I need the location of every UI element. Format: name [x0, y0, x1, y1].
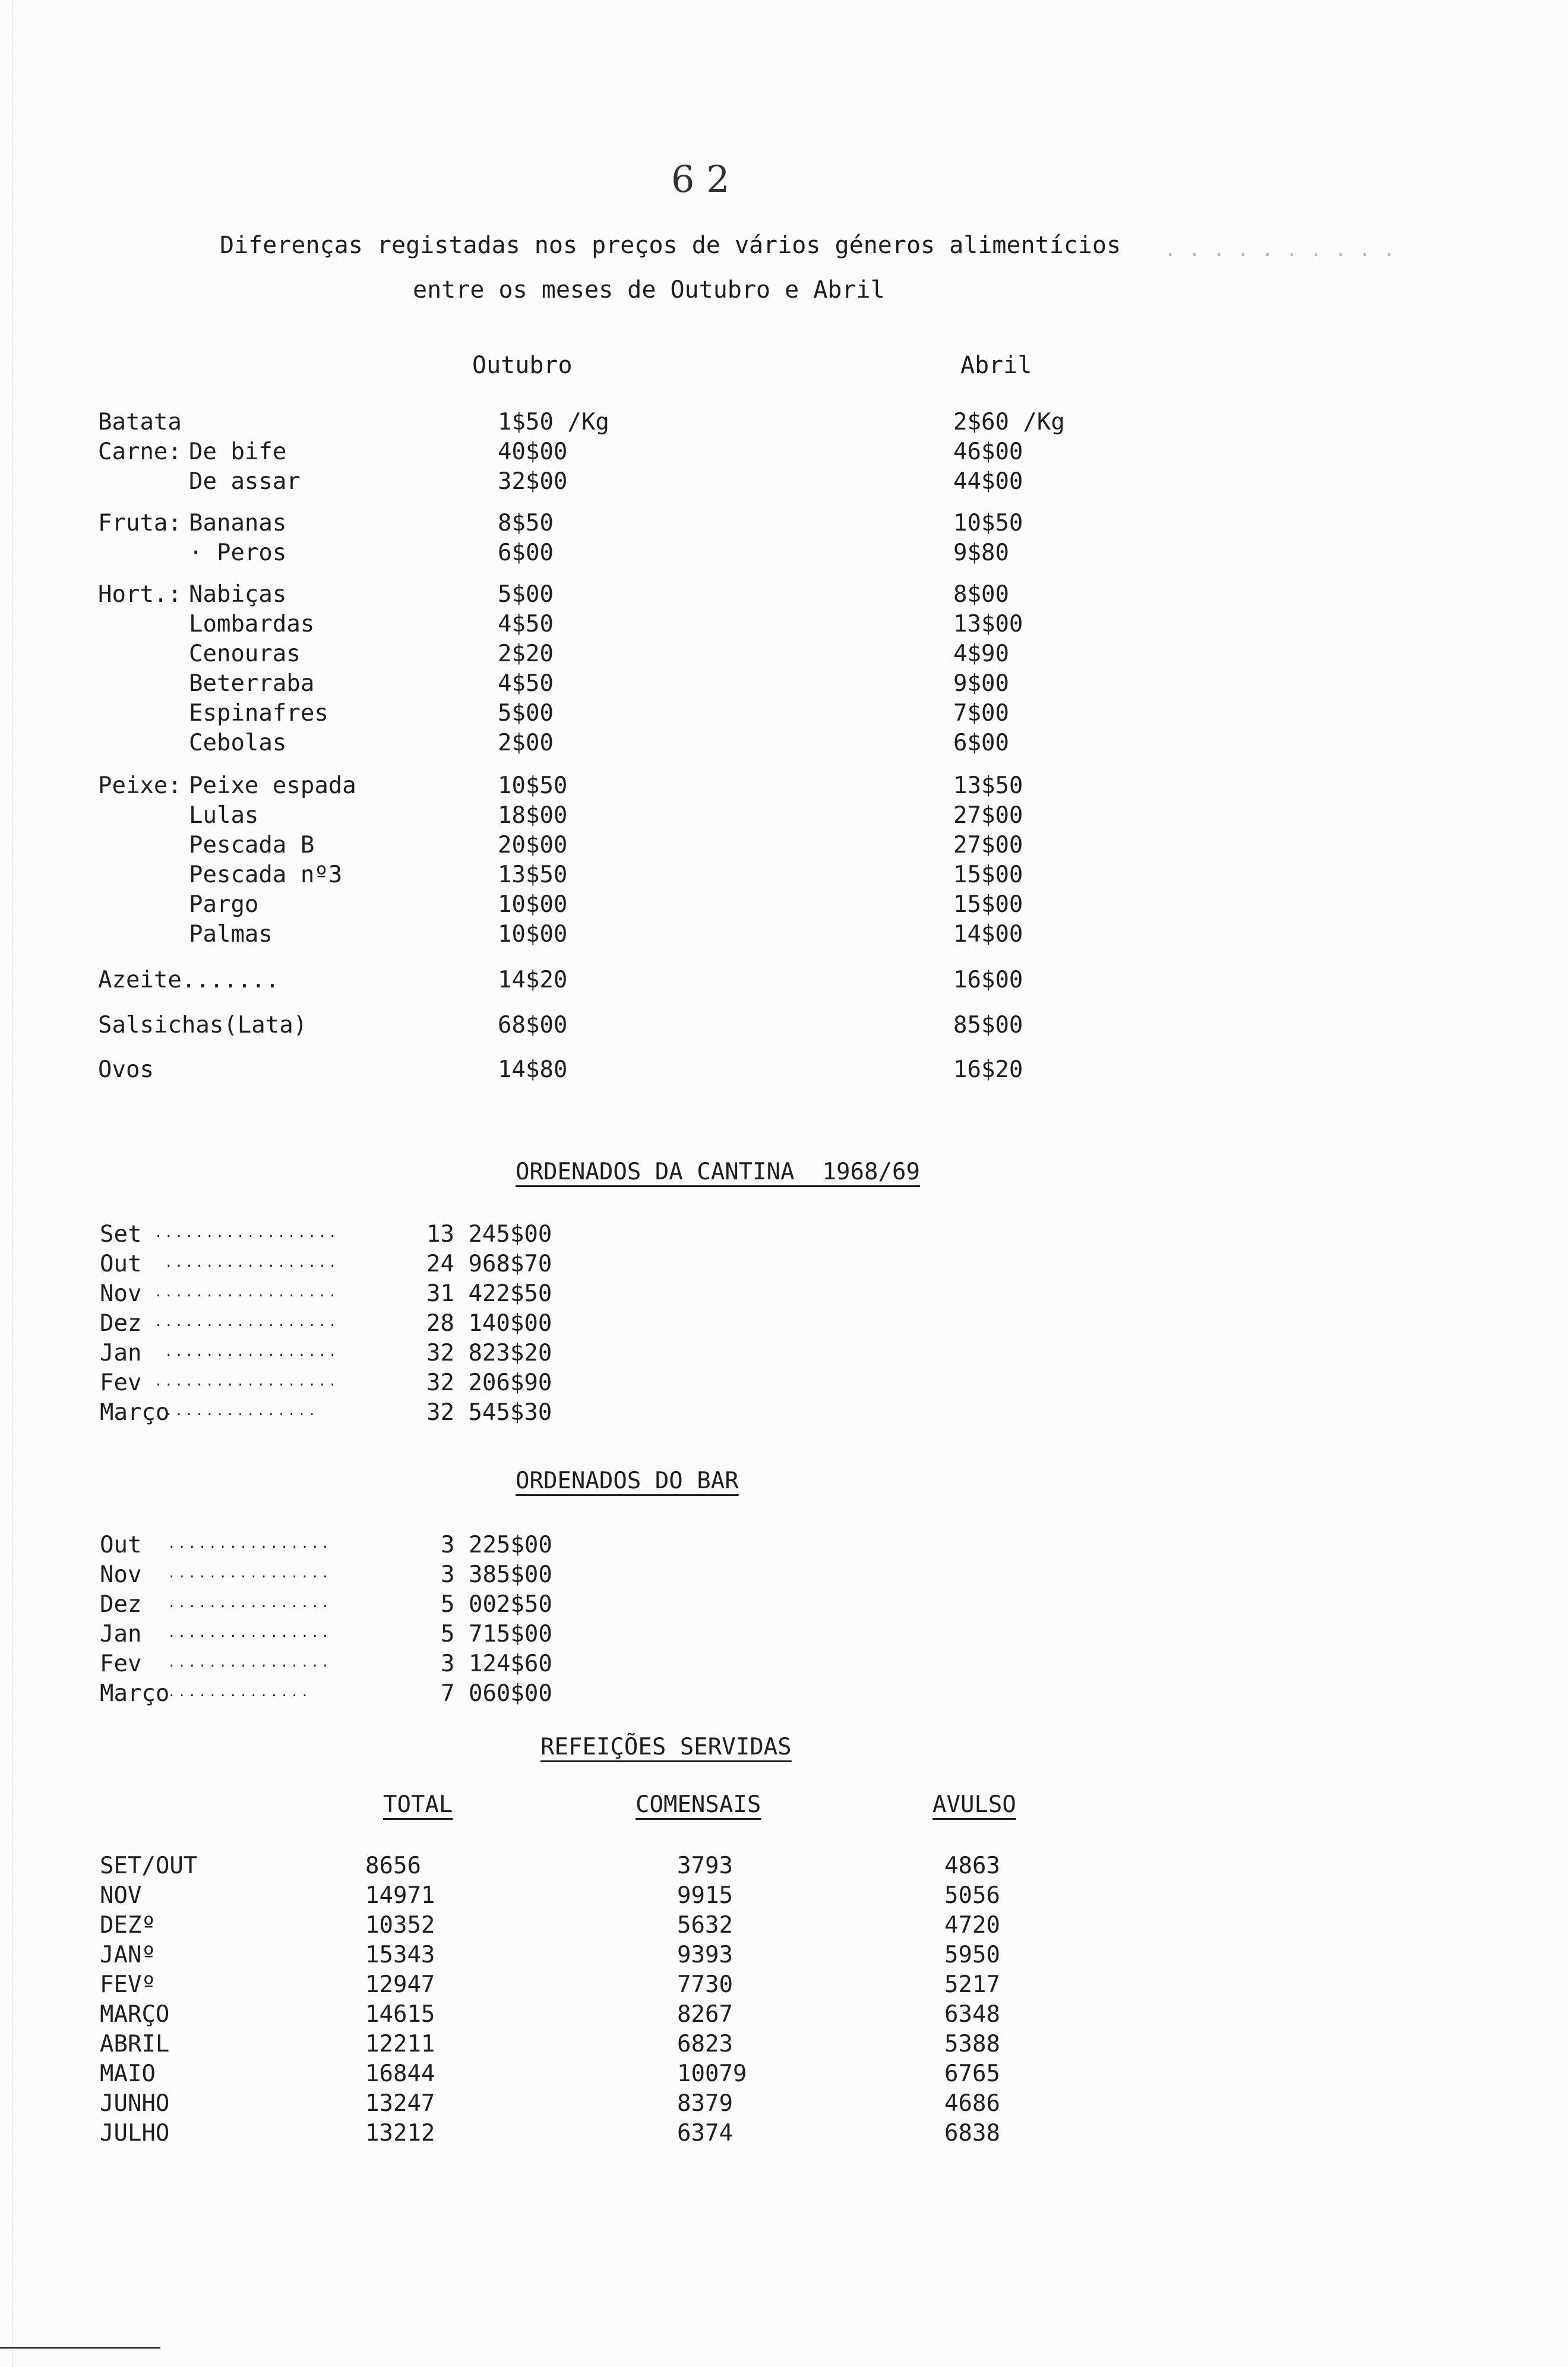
bar-row-leader-dots: ................: [157, 1655, 332, 1670]
cantina-row-leader-dots: .................: [154, 1255, 339, 1270]
cantina-heading: ORDENADOS DA CANTINA 1968/69: [516, 1159, 920, 1185]
bar-heading: ORDENADOS DO BAR: [516, 1467, 739, 1494]
column-header-comensais: COMENSAIS: [636, 1791, 761, 1818]
refeicoes-row-total: 15343: [365, 1942, 435, 1968]
price-row-outubro: 10$00: [498, 921, 568, 948]
refeicoes-row-avulso: 6838: [944, 2120, 1000, 2147]
refeicoes-row-comensais: 6374: [677, 2120, 733, 2147]
refeicoes-row-avulso: 5056: [944, 1882, 1000, 1909]
cantina-row-leader-dots: ..................: [154, 1315, 339, 1330]
price-row-item: Pescada nº3: [189, 861, 343, 888]
price-row-group: Batata: [98, 409, 182, 435]
refeicoes-row-total: 13247: [365, 2090, 435, 2117]
refeicoes-row-month: NOV: [100, 1882, 142, 1909]
refeicoes-row-avulso: 4720: [944, 1912, 1000, 1939]
price-row-abril: 9$80: [953, 539, 1009, 566]
price-row-outubro: 2$20: [498, 640, 554, 667]
price-row-abril: 9$00: [953, 670, 1009, 697]
price-row-outubro: 68$00: [498, 1012, 568, 1039]
refeicoes-row-avulso: 4686: [944, 2090, 1000, 2117]
refeicoes-row-total: 13212: [365, 2120, 435, 2147]
price-row-item: Pescada B: [189, 832, 315, 859]
price-row-abril: 46$00: [953, 438, 1023, 465]
cantina-row-amount: 28 140$00: [426, 1310, 552, 1337]
bar-row-leader-dots: ................: [157, 1626, 332, 1640]
price-row-outubro: 20$00: [498, 832, 568, 859]
cantina-row-amount: 32 545$30: [426, 1399, 552, 1426]
refeicoes-row-total: 14615: [365, 2001, 435, 2028]
price-row-outubro: 6$00: [498, 539, 554, 566]
price-row-item: Beterraba: [189, 670, 315, 697]
bar-row-leader-dots: ................: [157, 1566, 332, 1581]
cantina-row-month: Março: [100, 1399, 170, 1426]
column-header-total: TOTAL: [383, 1791, 453, 1818]
refeicoes-row-month: FEVº: [100, 1971, 156, 1998]
refeicoes-row-comensais: 9393: [677, 1942, 733, 1968]
price-row-outubro: 10$50: [498, 772, 568, 799]
refeicoes-row-comensais: 10079: [677, 2060, 747, 2087]
refeicoes-row-comensais: 8379: [677, 2090, 733, 2117]
price-row-abril: 16$20: [953, 1056, 1023, 1083]
bar-row-month: Nov: [100, 1561, 142, 1588]
cantina-row-month: Fev: [100, 1369, 142, 1396]
price-row-abril: 7$00: [953, 700, 1009, 727]
price-row-group: Carne:: [98, 438, 182, 465]
cantina-row-leader-dots: ..................: [154, 1374, 339, 1389]
price-row-outubro: 2$00: [498, 730, 554, 756]
price-row-abril: 10$50: [953, 510, 1023, 536]
refeicoes-row-month: ABRIL: [100, 2031, 170, 2057]
price-row-abril: 27$00: [953, 832, 1023, 859]
bar-row-amount: 3 385$00: [441, 1561, 552, 1588]
price-row-outubro: 4$50: [498, 611, 554, 637]
price-row-item: Peixe espada: [189, 772, 356, 799]
refeicoes-row-total: 8656: [365, 1852, 421, 1879]
price-row-item: Lulas: [189, 802, 259, 829]
document-title-line-1: Diferenças registadas nos preços de vários géneros alimentícios: [220, 232, 1121, 259]
bar-row-leader-dots: ..............: [157, 1685, 311, 1700]
cantina-row-leader-dots: ..................: [154, 1226, 339, 1241]
refeicoes-row-total: 10352: [365, 1912, 435, 1939]
cantina-row-amount: 31 422$50: [426, 1280, 552, 1307]
bar-row-month: Dez: [100, 1591, 142, 1618]
price-row-abril: 14$00: [953, 921, 1023, 948]
price-row-outubro: 5$00: [498, 700, 554, 727]
refeicoes-row-comensais: 9915: [677, 1882, 733, 1909]
refeicoes-row-total: 12947: [365, 1971, 435, 1998]
price-row-group: Peixe:: [98, 772, 182, 799]
bar-row-month: Março: [100, 1680, 170, 1707]
refeicoes-row-avulso: 4863: [944, 1852, 1000, 1879]
price-row-group: Azeite.......: [98, 967, 280, 993]
refeicoes-row-comensais: 3793: [677, 1852, 733, 1879]
price-row-group: Ovos: [98, 1056, 154, 1083]
price-row-item: Cenouras: [189, 640, 301, 667]
price-row-abril: 2$60 /Kg: [953, 409, 1065, 435]
bar-row-month: Out: [100, 1532, 142, 1558]
price-row-item: Cebolas: [189, 730, 287, 756]
price-row-item: Nabiças: [189, 581, 287, 608]
refeicoes-row-comensais: 7730: [677, 1971, 733, 1998]
price-row-outubro: 32$00: [498, 468, 568, 495]
price-row-abril: 6$00: [953, 730, 1009, 756]
refeicoes-row-avulso: 6348: [944, 2001, 1000, 2028]
refeicoes-row-month: DEZº: [100, 1912, 156, 1939]
column-header-avulso: AVULSO: [932, 1791, 1016, 1818]
bar-row-amount: 3 124$60: [441, 1650, 552, 1677]
refeicoes-row-month: SET/OUT: [100, 1852, 198, 1879]
price-row-abril: 13$00: [953, 611, 1023, 637]
bar-row-amount: 3 225$00: [441, 1532, 552, 1558]
cantina-row-leader-dots: ...............: [154, 1404, 318, 1419]
cantina-row-month: Jan: [100, 1340, 142, 1366]
refeicoes-row-total: 12211: [365, 2031, 435, 2057]
price-row-item: Bananas: [189, 510, 287, 536]
price-row-group: Fruta:: [98, 510, 182, 536]
refeicoes-row-total: 16844: [365, 2060, 435, 2087]
refeicoes-row-month: JANº: [100, 1942, 156, 1968]
cantina-row-month: Dez: [100, 1310, 142, 1337]
cantina-row-amount: 13 245$00: [426, 1221, 552, 1248]
refeicoes-row-comensais: 6823: [677, 2031, 733, 2057]
refeicoes-row-comensais: 5632: [677, 1912, 733, 1939]
bar-row-amount: 5 715$00: [441, 1621, 552, 1648]
refeicoes-row-comensais: 8267: [677, 2001, 733, 2028]
bar-row-month: Fev: [100, 1650, 142, 1677]
page-number: 6 2: [671, 157, 730, 201]
title-trailing-dots: . . . . . . . . . .: [1164, 238, 1395, 261]
price-row-item: De assar: [189, 468, 301, 495]
refeicoes-row-avulso: 6765: [944, 2060, 1000, 2087]
bar-row-amount: 5 002$50: [441, 1591, 552, 1618]
price-row-outubro: 1$50 /Kg: [498, 409, 609, 435]
price-row-item: Pargo: [189, 891, 259, 918]
cantina-row-amount: 32 823$20: [426, 1340, 552, 1366]
refeicoes-row-month: MAIO: [100, 2060, 156, 2087]
refeicoes-row-month: JUNHO: [100, 2090, 170, 2117]
cantina-row-amount: 32 206$90: [426, 1369, 552, 1396]
refeicoes-heading: REFEIÇÕES SERVIDAS: [540, 1734, 792, 1760]
price-row-item: · Peros: [189, 539, 287, 566]
price-row-abril: 16$00: [953, 967, 1023, 993]
refeicoes-row-avulso: 5950: [944, 1942, 1000, 1968]
refeicoes-row-avulso: 5217: [944, 1971, 1000, 1998]
price-row-outubro: 10$00: [498, 891, 568, 918]
bar-row-amount: 7 060$00: [441, 1680, 552, 1707]
cantina-row-amount: 24 968$70: [426, 1251, 552, 1277]
price-row-abril: 15$00: [953, 891, 1023, 918]
document-title-line-2: entre os meses de Outubro e Abril: [413, 276, 885, 304]
price-row-abril: 4$90: [953, 640, 1009, 667]
refeicoes-row-total: 14971: [365, 1882, 435, 1909]
price-row-item: Palmas: [189, 921, 273, 948]
price-row-outubro: 4$50: [498, 670, 554, 697]
price-row-abril: 44$00: [953, 468, 1023, 495]
cantina-row-month: Out: [100, 1251, 142, 1277]
price-row-abril: 85$00: [953, 1012, 1023, 1039]
refeicoes-row-month: MARÇO: [100, 2001, 170, 2028]
price-row-abril: 13$50: [953, 772, 1023, 799]
column-header-outubro: Outubro: [472, 352, 573, 379]
price-row-group: Salsichas(Lata): [98, 1012, 308, 1039]
price-row-abril: 8$00: [953, 581, 1009, 608]
price-row-outubro: 13$50: [498, 861, 568, 888]
refeicoes-row-month: JULHO: [100, 2120, 170, 2147]
price-row-outubro: 5$00: [498, 581, 554, 608]
price-row-item: De bife: [189, 438, 287, 465]
price-row-item: Lombardas: [189, 611, 315, 637]
bar-row-leader-dots: ................: [157, 1536, 332, 1551]
price-row-group: Hort.:: [98, 581, 182, 608]
cantina-row-leader-dots: ..................: [154, 1285, 339, 1300]
bar-row-leader-dots: ................: [157, 1596, 332, 1611]
price-row-outubro: 18$00: [498, 802, 568, 829]
price-row-outubro: 8$50: [498, 510, 554, 536]
price-row-item: Espinafres: [189, 700, 328, 727]
cantina-row-leader-dots: .................: [154, 1345, 339, 1359]
price-row-abril: 27$00: [953, 802, 1023, 829]
scan-edge: [0, 0, 13, 2367]
price-row-outubro: 14$20: [498, 967, 568, 993]
cantina-row-month: Set: [100, 1221, 142, 1248]
bottom-rule: [0, 2347, 160, 2349]
cantina-row-month: Nov: [100, 1280, 142, 1307]
price-row-outubro: 40$00: [498, 438, 568, 465]
bar-row-month: Jan: [100, 1621, 142, 1648]
column-header-abril: Abril: [960, 352, 1032, 379]
refeicoes-row-avulso: 5388: [944, 2031, 1000, 2057]
price-row-abril: 15$00: [953, 861, 1023, 888]
price-row-outubro: 14$80: [498, 1056, 568, 1083]
